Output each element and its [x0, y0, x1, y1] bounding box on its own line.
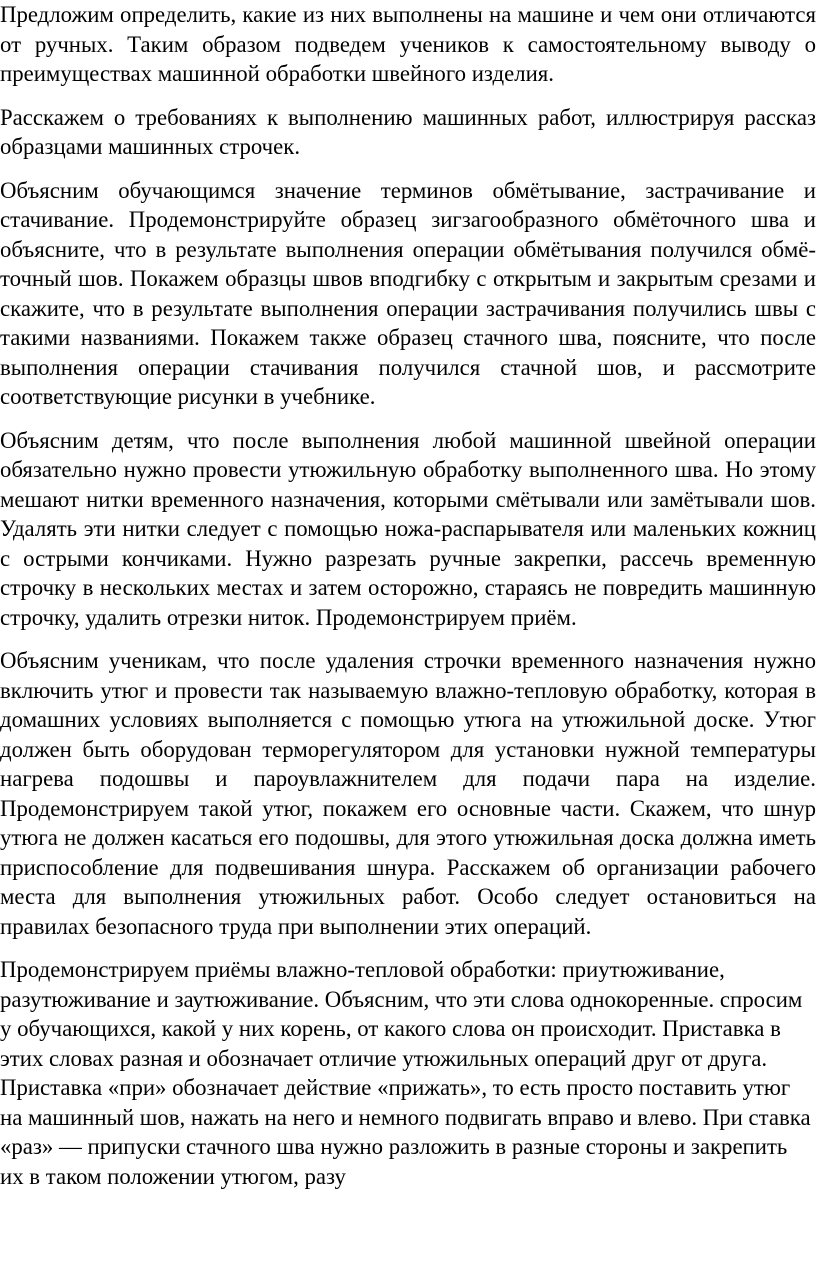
paragraph-3: Объясним обучающимся значение терминов обмётывание, застрачивание и стачивание. Продемонстрируйте образец зигзагообразного обмёточного шва и объясните, что в результате выполнения операции обмётывания получился обмё- точный шов. Покажем образцы швов вподгибку с открытым и закрытым срезами и скажите, что в результате выполнения операции застрачивания получились швы с такими названиями. Покажем также образец стачного шва, поясните, что после выполнения операции стачивания получился стачной шов, и рассмотрите соответствующие рисунки в учебнике.	[0, 177, 816, 409]
paragraph-2: Расскажем о требованиях к выполнению машинных работ, иллюстрируя рассказ образцами машинных строчек.	[0, 104, 816, 159]
paragraph-6: Продемонстрируем приёмы влажно-тепловой обработки: приутюживание, разутюживание и заутюживание. Объясним, что эти слова однокоренные. спросим у обучающихся, какой у них корень, от какого слова он происходит. Приставка в этих словах разная и обозначает отличие утюжильных операций друг от друга. Приставка «при» обозначает действие «прижать», то есть просто поставить утюг на машинный шов, нажать на него и немного подвигать вправо и влево. При ставка «раз» — припуски стачного шва нужно разложить в разные стороны и закрепить их в таком положении утюгом, разу	[0, 957, 811, 1189]
paragraph-5: Объясним ученикам, что после удаления строчки временного назначения нужно включить утюг и провести так называемую влажно-тепловую обработку, которая в домашних условиях выполняется с помощью утюга на утюжильной доске. Утюг должен быть оборудован терморегулятором для установки нужной температуры нагрева подошвы и пароувлажнителем для подачи пара на изделие. Продемонстрируем такой утюг, покажем его основные части. Скажем, что шнур утюга не должен касаться его подошвы, для этого утюжильная доска должна иметь приспособление для подвешивания шнура. Расскажем об организации рабочего места для выполнения утюжильных работ. Особо следует остановиться на правилах безопасного труда при выполнении этих операций.	[0, 648, 816, 939]
paragraph-1: Предложим определить, какие из них выполнены на машине и чем они отличаются от ручных. Таким образом подведем учеников к самостоятельному выводу о преимуществах машинной обработки швейного изделия.	[0, 2, 816, 86]
paragraph-4: Объясним детям, что после выполнения любой машинной швейной операции обязательно нужно провести утюжильную обработку выполненного шва. Но этому мешают нитки временного назначения, которыми смётывали или замётывали шов. Удалять эти нитки следует с помощью ножа-распарывателя или маленьких кожниц с острыми кончиками. Нужно разрезать ручные закрепки, рассечь временную строчку в нескольких местах и затем осторожно, стараясь не повредить машинную строчку, удалить отрезки ниток. Продемонстрируем приём.	[0, 427, 816, 630]
